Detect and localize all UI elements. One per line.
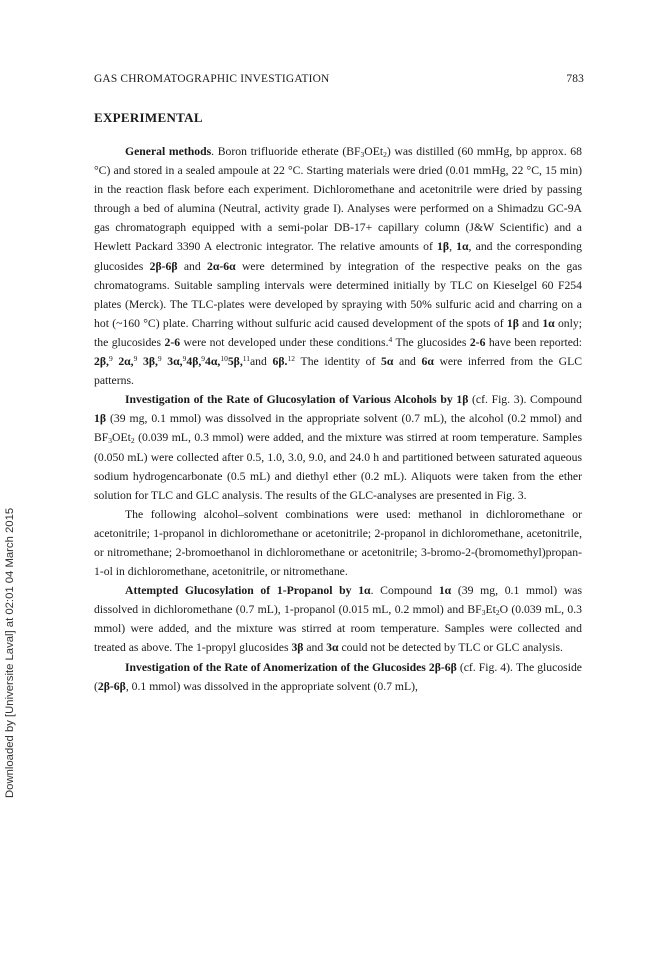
bold-run: 1α (542, 316, 555, 330)
bold-run: 5β, (227, 355, 243, 369)
reference-superscript: 4 (388, 334, 393, 344)
text-run: Et (485, 603, 496, 617)
bold-run: 1β (437, 240, 450, 254)
text-run: The identity of (294, 355, 382, 369)
text-run: only; the glucosides (94, 316, 582, 349)
formula-subscript: 3 (108, 436, 113, 446)
paragraph-attempted-glucosylation (94, 581, 582, 657)
formula-subscript: 2 (495, 608, 500, 618)
bold-run: Attempted Glucosylation of 1-Propanol by 1α (125, 584, 371, 598)
bold-run: 1β (506, 316, 519, 330)
text-run: . Boron trifluoride etherate (BF (211, 145, 361, 158)
bold-run: 1β (94, 412, 107, 426)
bold-run: Investigation of the Rate of Anomerization of the Glucosides 2β-6β (125, 660, 457, 674)
formula-subscript: 2 (383, 150, 387, 159)
text-run: . Compound (370, 584, 439, 598)
formula-subscript: 2 (130, 436, 135, 446)
running-title: GAS CHROMATOGRAPHIC INVESTIGATION (94, 73, 330, 85)
bold-run: 2-6 (469, 335, 486, 349)
bold-run: 5α (381, 355, 394, 369)
paragraph-alcohol-solvent-combinations (94, 505, 582, 581)
bold-run: 2β-6β (97, 679, 126, 693)
formula-subscript: 3 (360, 150, 365, 159)
bold-run: 3β, (142, 355, 158, 369)
bold-run: 4β, (186, 355, 202, 369)
bold-run: Investigation of the Rate of Glucosylation of Various Alcohols by 1β (125, 393, 469, 407)
bold-run: 3α (326, 641, 339, 655)
text-run: were determined by integration of the respective peaks on the gas chromatograms. Suitable sampling intervals were determined initially by TLC on Kieselgel 60 F254 plates (Merck). The TLC-plates were developed by spraying with 50% sulfuric acid and charring on a hot (~160 °C) plate. Charring without sulfuric acid caused development of the spots of (94, 259, 583, 330)
bold-run: 6β. (272, 355, 288, 369)
text-run: and (303, 641, 327, 655)
text-run: could not be detected by TLC or GLC analysis. (338, 641, 563, 655)
text-run: OEt (364, 145, 384, 158)
bold-run: 2α-6α (207, 259, 236, 273)
reference-superscript: 9 (157, 354, 162, 364)
bold-run: 2β, (94, 355, 109, 369)
text-run: were inferred from the GLC patterns. (94, 355, 583, 388)
bold-run: General methods (125, 145, 212, 158)
text-run: The following alcohol–solvent combinations were used: methanol in dichloromethane or acetonitrile; 1-propanol in dichloromethane or acetonitrile; 2-propanol in dichloromethane, acetonitrile, or nitromethane; 2-bromoethanol in dichloromethane or acetonitrile; 3-bromo-2-(bromomethyl)propan-1-ol in dichloromethane, acetonitrile, or nitromethane. (94, 507, 582, 579)
text-run: OEt (112, 431, 131, 445)
section-heading: EXPERIMENTAL (94, 110, 203, 125)
text-run: (39 mg, 0.1 mmol) was dissolved in dichloromethane (0.7 mL), 1-propanol (0.015 mL, 0.2 mmol) and BF (94, 584, 583, 617)
text-run: were not developed under these conditions. (180, 335, 389, 349)
formula-subscript: 3 (481, 608, 486, 618)
reference-superscript: 11 (242, 354, 250, 364)
bold-run: 2-6 (164, 335, 181, 349)
bold-run: 2α, (118, 355, 134, 369)
page-number: 783 (566, 73, 584, 85)
bold-run: 1α (456, 240, 469, 254)
paragraph-glucosylation-rate (94, 390, 582, 505)
reference-superscript: 12 (287, 354, 295, 364)
bold-run: 2β-6β (149, 259, 178, 273)
text-run: , and the corresponding glucosides (94, 240, 583, 273)
text-run: O (0.039 mL, 0.3 mmol) were added, and the mixture was stirred at room temperature. Samples were collected and treated as above. The 1-propyl glucosides (94, 603, 582, 655)
bold-run: 6α (421, 355, 434, 369)
reference-superscript: 9 (182, 354, 187, 364)
bold-run: 4α, (205, 355, 221, 369)
body-text (94, 110, 582, 696)
text-run: (0.039 mL, 0.3 mmol) were added, and the mixture was stirred at room temperature. Samples (0.050 mL) were collected after 0.5, 1.0, 3.0, 9.0, and 24.0 h and partitioned between saturated aqueous sodium hydrogencarbonate (0.5 mL) and diethyl ether (0.2 mL). Aliquots were taken from the ether solution for TLC and GLC analysis. The results of the GLC-analyses are presented in Fig. 3. (94, 431, 582, 502)
text-run: (39 mg, 0.1 mmol) was dissolved in the appropriate solvent (0.7 mL), the alcohol (0.2 mmol) and BF (94, 412, 582, 445)
reference-superscript: 9 (108, 354, 113, 364)
reference-superscript: 9 (133, 354, 138, 364)
text-run: , (449, 240, 457, 254)
text-run: and (250, 355, 273, 369)
bold-run: 3β (291, 641, 304, 655)
paragraph-anomerization-rate (94, 658, 582, 696)
text-run: (cf. Fig. 3). Compound (468, 393, 582, 407)
text-run: and (518, 316, 543, 330)
bold-run: 3α, (167, 355, 183, 369)
reference-superscript: 9 (201, 354, 206, 364)
download-watermark: Downloaded by [Universite Laval] at 02:01 04 March 2015 (4, 507, 16, 798)
bold-run: 1α (438, 584, 452, 598)
text-run: and (393, 355, 422, 369)
text-run: The glucosides (392, 335, 470, 349)
paragraph-general-methods (94, 142, 582, 390)
text-run: , 0.1 mmol) was dissolved in the appropriate solvent (0.7 mL), (125, 679, 418, 693)
text-run: and (177, 259, 208, 273)
text-run: ) was distilled (60 mmHg, bp approx. 68 °C) and stored in a sealed ampoule at 22 °C. Starting materials were dried (0.01 mmHg, 22 °C, 15 min) in the reaction flask before each experiment. Dichloromethane and acetonitrile were dried by passing through a bed of alumina (Neutral, activity grade I). Analyses were performed on a Shimadzu GC-9A gas chromatograph equipped with a semi-polar DB-17+ capillary column (J&W Scientific) and a Hewlett Packard 3390 A electronic integrator. The relative amounts of (94, 145, 582, 254)
reference-superscript: 10 (220, 354, 228, 364)
text-run: (cf. Fig. 4). The glucoside ( (94, 660, 582, 693)
text-run: have been reported: (485, 335, 582, 349)
